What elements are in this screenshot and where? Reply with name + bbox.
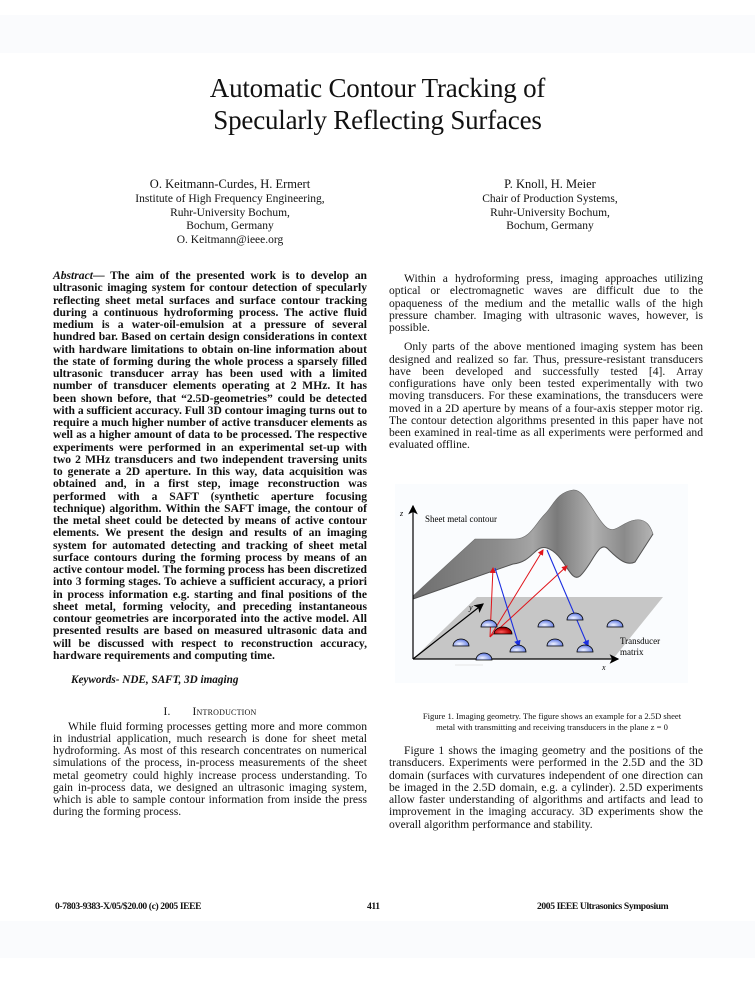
transducer-label-1: Transducer bbox=[620, 636, 661, 646]
abstract-label: Abstract bbox=[53, 269, 93, 282]
right-column bbox=[389, 273, 703, 452]
affiliation-line: Ruhr-University Bochum, bbox=[170, 206, 290, 219]
z-axis-label: z bbox=[400, 509, 404, 518]
title-line-2: Specularly Reflecting Surfaces bbox=[213, 105, 542, 135]
footer-copyright: 0-7803-9383-X/05/$20.00 (c) 2005 IEEE bbox=[55, 901, 202, 912]
keywords: Keywords- NDE, SAFT, 3D imaging bbox=[71, 674, 239, 686]
section-heading bbox=[53, 706, 367, 718]
sheet-metal-label: Sheet metal contour bbox=[425, 514, 497, 524]
left-column bbox=[53, 270, 367, 819]
x-axis-label: x bbox=[602, 663, 606, 672]
affiliation-line: Bochum, Germany bbox=[186, 220, 274, 232]
figure-1-imaging-geometry bbox=[395, 484, 688, 683]
body-paragraph: Figure 1 shows the imaging geometry and the positions of the transducers. Experiments were performed in the 2.5D and the 3D domain (surfaces with curvatures independent of one direction can be imaged in the 2.5D domain, e.g. a cylinder). 2.5D experiments allow faster understanding of algorithms and artifacts and lead to improvement in the imaging accuracy. 3D experiments show the overall algorithm performance and stability. bbox=[389, 744, 703, 831]
author-names: O. Keitmann-Curdes, H. Ermert bbox=[149, 177, 311, 191]
abstract bbox=[53, 270, 367, 662]
page-bottom-band bbox=[0, 921, 755, 958]
caption-line-2: metal with transmitting and receiving transducers in the plane z = 0 bbox=[436, 722, 668, 732]
author-names: P. Knoll, H. Meier bbox=[504, 177, 596, 191]
figure-1-caption bbox=[392, 711, 712, 733]
right-column-lower bbox=[389, 745, 703, 831]
section-title: Introduction bbox=[192, 706, 257, 719]
footer-venue: 2005 IEEE Ultrasonics Symposium bbox=[537, 901, 669, 912]
abstract-text: The aim of the presented work is to develop an ultrasonic imaging system for contour detection of specularly reflecting sheet metal surfaces and surface contour tracking during a continuous hydroforming process. The active fluid medium is a water-oil-emulsion at a pressure of several hundred bar. Based on certain design considerations in context with hardware limitations to obtain on-line information about the state of forming during the whole process a sparsely filled ultrasonic transducer array has been used with a limited number of transducer elements operating at 2 MHz. It has been shown before, that “2.5D-geometries” could be detected with a sufficient accuracy. Full 3D contour imaging turns out to require a much higher number of active transducer elements as well as a higher amount of data to be processed. The respective experiments were performed in an experimental set-up with two 2 MHz transducers and two independent traversing units to generate a 2D aperture. In this way, data acquisition was obtained and, in a first step, image reconstruction was performed with a SAFT (synthetic aperture focusing technique) algorithm. Within the SAFT image, the contour of the metal sheet could be detected by means of active contour elements. We present the design and results of an imaging system for automated detecting and tracking of sheet metal surface contours during the forming process by means of an active contour model. The forming process has been discretized into 3 forming stages. To achieve a sufficient accuracy, a priori in process information e.g. starting and final positions of the sheet metal, forming velocity, and preceding instantaneous contour geometries are incorporated into the active model. All presented results are based on measured ultrasonic data and will be discussed with respect to reconstruction accuracy, hardware requirements and computing time. bbox=[53, 269, 367, 662]
page-top-band bbox=[0, 15, 755, 53]
imaging-geometry-diagram bbox=[395, 484, 688, 683]
section-number: I. bbox=[163, 706, 171, 719]
abstract-dash: — bbox=[92, 269, 111, 282]
body-paragraph: Only parts of the above mentioned imaging system has been designed and realized so far. Thus, pressure-resistant transducers have been developed and successfully tested [4]. Array configurations have only been tested experimentally with two moving transducers. For these examinations, the transducers were moved in a 2D aperture by means of a four-axis stepper motor rig. The contour detection algorithms presented in this paper have not been examined in real-time as all experiments were performed and evaluated offline. bbox=[389, 340, 703, 452]
affiliation-line: Chair of Production Systems, bbox=[482, 193, 618, 205]
affiliation-line: Ruhr-University Bochum, bbox=[490, 206, 610, 219]
paper-title bbox=[0, 72, 755, 136]
affiliation-line: Bochum, Germany bbox=[506, 220, 594, 232]
y-axis-label: y bbox=[469, 603, 473, 612]
caption-line-1: Figure 1. Imaging geometry. The figure shows an example for a 2.5D sheet bbox=[422, 711, 682, 721]
title-line-1: Automatic Contour Tracking of bbox=[209, 73, 546, 103]
author-block-2 bbox=[400, 177, 700, 234]
transducer-label-2: matrix bbox=[620, 647, 644, 657]
intro-paragraph: While fluid forming processes getting more and more common in industrial application, much research is done for sheet metal hydroforming. As most of this research concentrates on numerical simulations of the process, in-process measurements of the sheet metal geometry could highly increase process understanding. To gain in-process data, we designed an ultrasonic imaging system, which is able to sample contour information from inside the press during the forming process. bbox=[53, 719, 367, 819]
page-number: 411 bbox=[367, 901, 380, 912]
affiliation-line: Institute of High Frequency Engineering, bbox=[135, 193, 325, 205]
sheet-metal-surface bbox=[413, 490, 653, 599]
author-block-1 bbox=[80, 177, 380, 247]
body-paragraph: Within a hydroforming press, imaging approaches utilizing optical or electromagnetic waves are difficult due to the opaqueness of the medium and the metallic walls of the high pressure chamber. Imaging with ultrasonic waves, however, is possible. bbox=[389, 272, 703, 334]
author-email: O. Keitmann@ieee.org bbox=[176, 233, 284, 246]
